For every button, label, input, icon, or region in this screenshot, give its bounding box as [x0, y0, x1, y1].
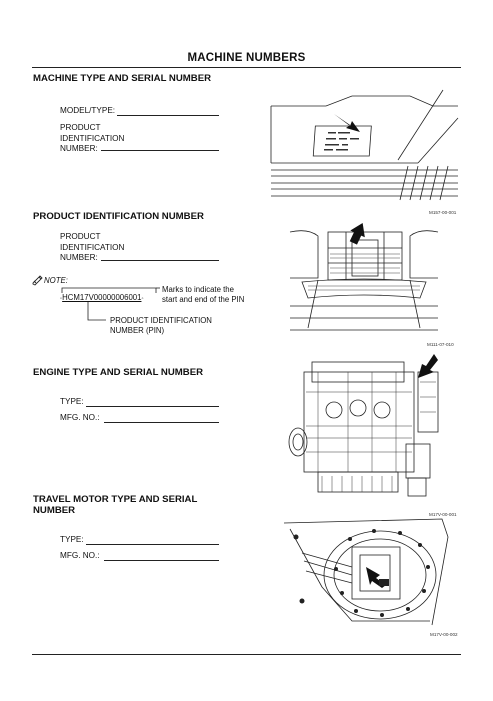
machine-pin-line [101, 150, 219, 151]
travel-type-label: TYPE: [60, 535, 84, 544]
travel-section-heading: TRAVEL MOTOR TYPE AND SERIAL NUMBER [33, 494, 198, 516]
pin-example: ◦HCM17V00000006001◦ [60, 293, 144, 302]
pin-caption: M111-07-010 [427, 342, 454, 347]
engine-caption: M17V-00-001 [429, 512, 457, 517]
engine-section-heading: ENGINE TYPE AND SERIAL NUMBER [33, 367, 204, 378]
model-type-label: MODEL/TYPE: [60, 106, 116, 115]
machine-section-heading: MACHINE TYPE AND SERIAL NUMBER [33, 73, 212, 84]
engine-type-label: TYPE: [60, 397, 84, 406]
travel-caption: M17V-00-002 [430, 632, 458, 637]
pin-line [101, 260, 219, 261]
travel-mfg-line [104, 560, 219, 561]
pin-location-illustration [288, 218, 440, 338]
machine-plate-illustration [268, 88, 462, 206]
engine-mfg-line [104, 422, 219, 423]
marks-description: Marks to indicate the start and end of the PIN [162, 285, 245, 304]
pin-description: PRODUCT IDENTIFICATION NUMBER (PIN) [110, 316, 212, 335]
arrow-pointer-icon [334, 114, 360, 132]
bottom-rule [32, 654, 461, 655]
machine-caption: M157-00-001 [429, 210, 457, 215]
note-label: NOTE: [44, 276, 68, 285]
arrow-pointer-icon [418, 354, 438, 378]
model-type-line [117, 115, 219, 116]
engine-mfg-label: MFG. NO.: [60, 413, 100, 422]
pencil-note-icon [32, 275, 44, 286]
pin-label: PRODUCT IDENTIFICATION NUMBER: [60, 232, 125, 262]
pin-section-heading: PRODUCT IDENTIFICATION NUMBER [33, 211, 204, 222]
arrow-pointer-icon [346, 220, 370, 247]
page-title: MACHINE NUMBERS [187, 52, 306, 64]
title-rule [32, 67, 461, 68]
travel-motor-illustration [282, 517, 452, 627]
travel-type-line [86, 544, 219, 545]
engine-illustration [288, 352, 446, 502]
machine-pin-label: PRODUCT IDENTIFICATION NUMBER: [60, 123, 125, 153]
engine-type-line [86, 406, 219, 407]
travel-mfg-label: MFG. NO.: [60, 551, 100, 560]
